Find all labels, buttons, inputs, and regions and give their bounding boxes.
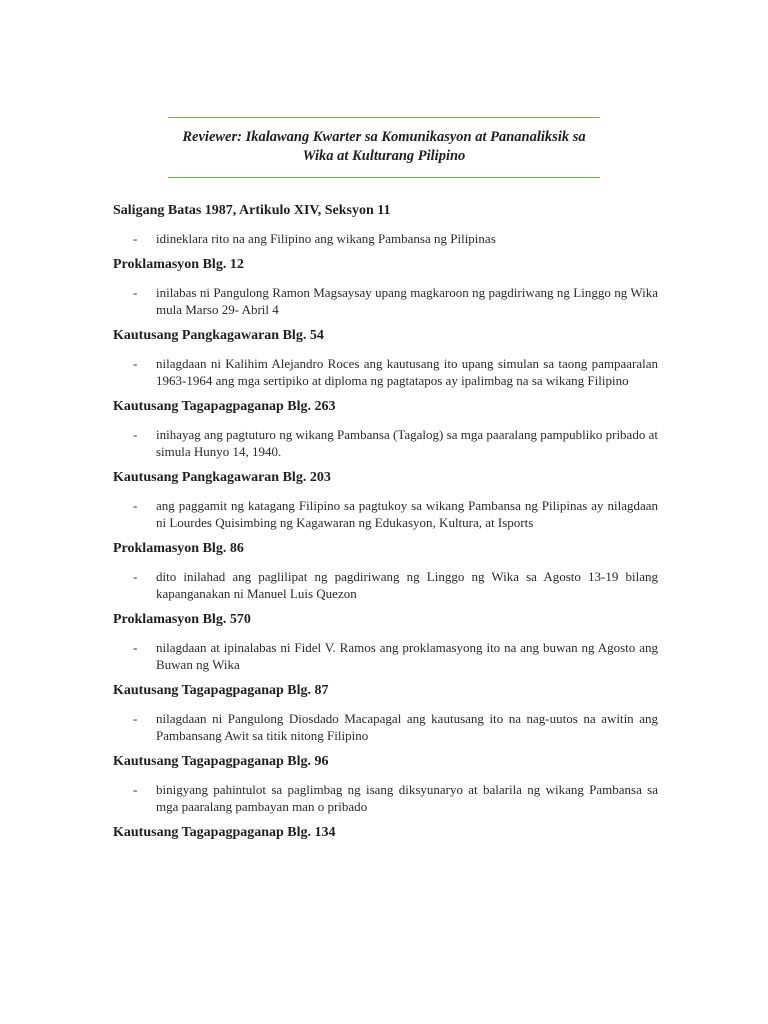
- entry-text: nilagdaan ni Pangulong Diosdado Macapagal ang kautusang ito na nag-uutos na awitin ang Pambansang Awit sa titik nitong Filipino: [156, 710, 658, 743]
- entry: [113, 398, 658, 461]
- entry-item: [113, 355, 658, 390]
- entry-text: nilagdaan ni Kalihim Alejandro Roces ang kautusang ito upang simulan sa taong pampaaralan 1963-1964 ang mga sertipiko at diploma ng pagtatapos ay ipalimbag na sa wikang Filipino: [156, 355, 658, 388]
- entry-heading: Kautusang Pangkagawaran Blg. 54: [113, 327, 324, 343]
- dash-bullet: -: [133, 497, 138, 513]
- entries-list: [113, 202, 658, 852]
- dash-bullet: -: [133, 568, 138, 584]
- entry: [113, 256, 658, 319]
- dash-bullet: -: [133, 284, 138, 300]
- entry-heading: Kautusang Tagapagpaganap Blg. 96: [113, 753, 329, 769]
- entry-heading: Proklamasyon Blg. 570: [113, 611, 251, 627]
- entry: [113, 611, 658, 674]
- entry: [113, 540, 658, 603]
- title-top-rule: [168, 117, 600, 118]
- entry-heading: Kautusang Pangkagawaran Blg. 203: [113, 469, 331, 485]
- entry-text: idineklara rito na ang Filipino ang wikang Pambansa ng Pilipinas: [156, 231, 496, 246]
- entry-text: binigyang pahintulot sa paglimbag ng isang diksyunaryo at balarila ng wikang Pambansa sa mga paaralang pambayan man o pribado: [156, 781, 658, 814]
- entry-item: [113, 284, 658, 319]
- entry: [113, 202, 658, 248]
- entry-item: [113, 497, 658, 532]
- entry-item: [113, 426, 658, 461]
- entry-item: [113, 781, 658, 816]
- entry-text: inihayag ang pagtuturo ng wikang Pambansa (Tagalog) sa mga paaralang pampubliko pribado at simula Hunyo 14, 1940.: [156, 426, 658, 459]
- entry: [113, 753, 658, 816]
- entry-heading: Saligang Batas 1987, Artikulo XIV, Seksyon 11: [113, 203, 391, 218]
- entry-text: dito inilahad ang paglilipat ng pagdiriwang ng Linggo ng Wika sa Agosto 13-19 bilang kapanganakan ni Manuel Luis Quezon: [156, 568, 658, 601]
- document-title-line-1: Reviewer: Ikalawang Kwarter sa Komunikasyon at Pananaliksik sa: [182, 129, 586, 145]
- entry-item: [113, 568, 658, 603]
- dash-bullet: -: [133, 710, 138, 726]
- dash-bullet: -: [133, 355, 138, 371]
- entry-text: inilabas ni Pangulong Ramon Magsaysay upang magkaroon ng pagdiriwang ng Linggo ng Wika mula Marso 29- Abril 4: [156, 284, 658, 317]
- entry-heading: Kautusang Tagapagpaganap Blg. 134: [113, 824, 336, 840]
- dash-bullet: -: [133, 639, 138, 655]
- entry-heading: Kautusang Tagapagpaganap Blg. 263: [113, 398, 336, 414]
- entry: [113, 327, 658, 390]
- title-bottom-rule: [168, 177, 600, 178]
- dash-bullet: -: [133, 781, 138, 797]
- entry-text: nilagdaan at ipinalabas ni Fidel V. Ramos ang proklamasyong ito na ang buwan ng Agosto ang Buwan ng Wika: [156, 639, 658, 672]
- entry-heading: Proklamasyon Blg. 86: [113, 540, 244, 556]
- dash-bullet: -: [133, 231, 138, 246]
- entry-heading: Proklamasyon Blg. 12: [113, 256, 244, 272]
- document-title: [150, 128, 618, 166]
- dash-bullet: -: [133, 426, 138, 442]
- document-title-line-2: Wika at Kulturang Pilipino: [302, 148, 466, 164]
- entry-item: [113, 710, 658, 745]
- entry-heading: Kautusang Tagapagpaganap Blg. 87: [113, 682, 329, 698]
- entry: [113, 824, 658, 842]
- entry-text: ang paggamit ng katagang Filipino sa pagtukoy sa wikang Pambansa ng Pilipinas ay nilagdaan ni Lourdes Quisimbing ng Kagawaran ng Edukasyon, Kultura, at Isports: [156, 497, 658, 530]
- entry-item: [113, 639, 658, 674]
- entry-item: [113, 230, 658, 248]
- entry: [113, 469, 658, 532]
- entry: [113, 682, 658, 745]
